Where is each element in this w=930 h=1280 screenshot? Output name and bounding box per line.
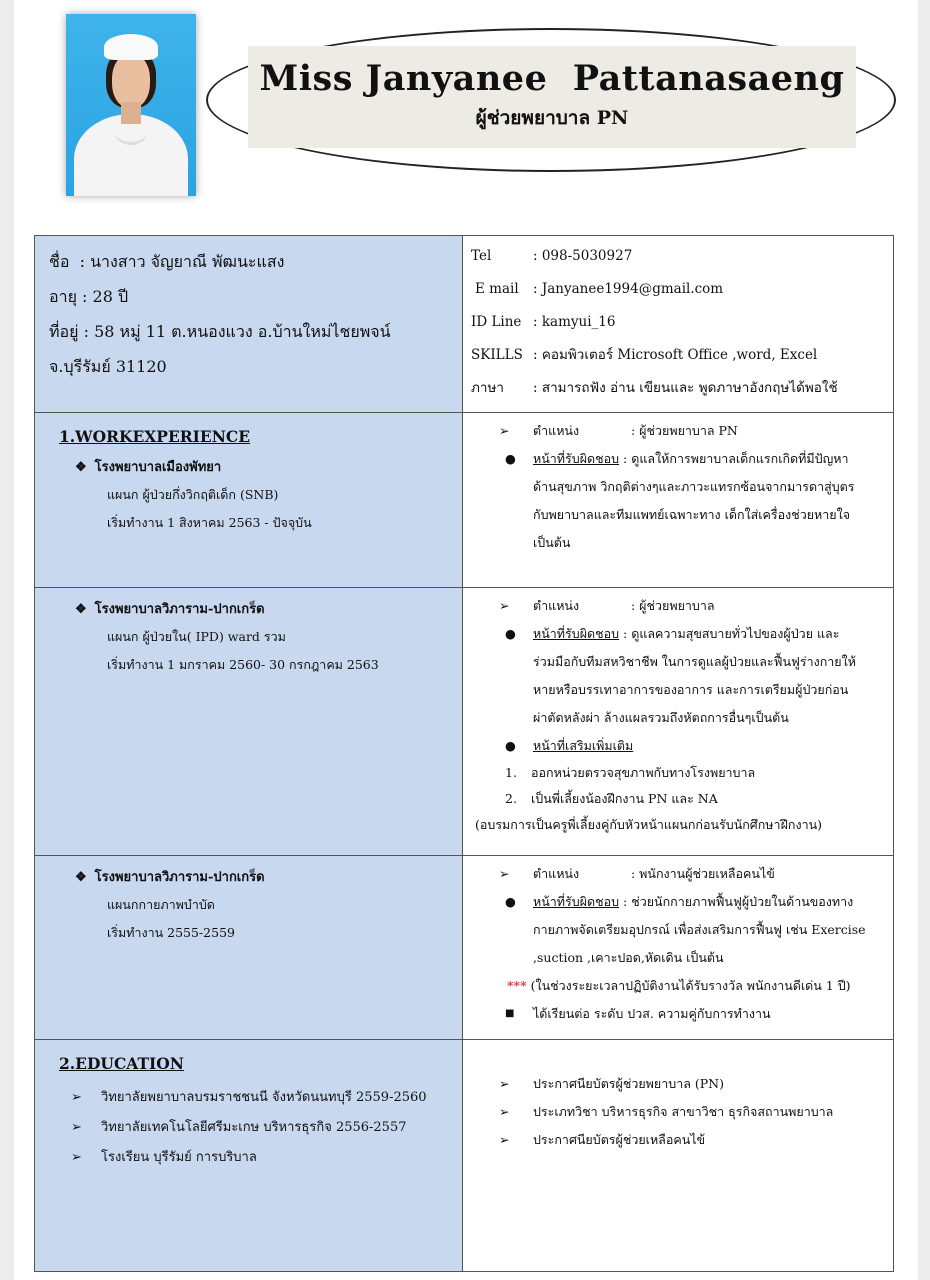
name-value: : นางสาว จัญยาณี พัฒนะแสง (79, 252, 285, 271)
email-value: : Janyanee1994@gmail.com (533, 281, 724, 297)
work-row-3 (34, 856, 894, 1040)
work-job-3-left (35, 856, 463, 1039)
tel-label: Tel (471, 248, 492, 264)
work-job-1-right (463, 413, 893, 587)
bullet-icon: ● (505, 738, 516, 753)
age-label: อายุ (49, 287, 77, 306)
skills-line (471, 339, 885, 372)
job-1-role: ➢ ตำแหน่ง : ผู้ช่วยพยาบาล PN (471, 417, 885, 445)
job-1-duty: ● หน้าที่รับผิดชอบ : ดูแลให้การพยาบาลเด็กแรกเกิดที่มีปัญหา (471, 445, 885, 473)
line-id-value: : kamyui_16 (533, 314, 616, 330)
job-3-award: *** (ในช่วงระยะเวลาปฏิบัติงานได้รับรางวัล พนักงานดีเด่น 1 ปี) (507, 978, 851, 993)
address-value: : 58 หมู่ 11 ต.หนองแวง อ.บ้านใหม่ไชยพจน์ (78, 322, 391, 341)
job-1-place: ❖ โรงพยาบาลเมืองพัทยา (75, 460, 222, 475)
star-marks: *** (507, 978, 527, 993)
job-2-duty: ● หน้าที่รับผิดชอบ : ดูแลความสุขสบายทั่วไปของผู้ป่วย และ (471, 620, 885, 648)
name-label: ชื่อ (49, 252, 70, 271)
arrow-icon: ➢ (499, 423, 510, 438)
language-label: ภาษา (471, 380, 504, 396)
arrow-icon: ➢ (499, 598, 510, 613)
job-2-role: ➢ ตำแหน่ง : ผู้ช่วยพยาบาล (471, 592, 885, 620)
resume-table (34, 235, 894, 1272)
job-2-period: เริ่มทำงาน 1 มกราคม 2560- 30 กรกฎาคม 2563 (107, 657, 379, 672)
bullet-icon: ● (505, 451, 516, 466)
job-3-place: ❖ โรงพยาบาลวิภาราม-ปากเกร็ด (75, 870, 265, 885)
language-value: : สามารถฟัง อ่าน เขียนและ พูดภาษาอังกฤษได้พอใช้ (533, 380, 838, 396)
job-3-duty-line: ,suction ,เคาะปอด,หัดเดิน เป็นต้น (533, 950, 724, 965)
job-3-role: ➢ ตำแหน่ง : พนักงานผู้ช่วยเหลือคนไข้ (471, 860, 885, 888)
education-item: ➢ วิทยาลัยเทคโนโลยีศรีมะเกษ บริหารธุรกิจ 2556-2557 (49, 1113, 462, 1143)
address-line-2: จ.บุรีรัมย์ 31120 (49, 357, 167, 376)
skills-value: : คอมพิวเตอร์ Microsoft Office ,word, Excel (533, 347, 818, 363)
job-3-duty-line: กายภาพจัดเตรียมอุปกรณ์ เพื่อส่งเสริมการฟื้นฟู เช่น Exercise (533, 922, 866, 937)
job-2-place: ❖ โรงพยาบาลวิภาราม-ปากเกร็ด (75, 602, 265, 617)
work-row-2 (34, 588, 894, 856)
job-3-period: เริ่มทำงาน 2555-2559 (107, 925, 235, 940)
job-3-dept: แผนกกายภาพบำบัด (107, 897, 215, 912)
education-item: ➢ โรงเรียน บุรีรัมย์ การบริบาล (49, 1143, 462, 1173)
job-2-extra: ● หน้าที่เสริมเพิ่มเติม (471, 732, 885, 760)
skills-label: SKILLS (471, 347, 523, 363)
name-line (49, 244, 462, 279)
email-label: E mail (475, 281, 519, 297)
diamond-icon: ❖ (75, 460, 87, 475)
work-job-2-right (463, 588, 893, 855)
job-2-extra-item: 1. ออกหน่วยตรวจสุขภาพกับทางโรงพยาบาล (505, 765, 756, 780)
diamond-icon: ❖ (75, 870, 87, 885)
tel-value: : 098-5030927 (533, 248, 633, 264)
personal-info-row (34, 235, 894, 413)
job-1-duty-line: ด้านสุขภาพ วิกฤติต่างๆและภาวะแทรกซ้อนจากมารดาสู่บุตร (533, 479, 855, 494)
work-row-1 (34, 413, 894, 588)
job-2-extra-item: 2. เป็นพี่เลี้ยงน้องฝึกงาน PN และ NA (505, 791, 718, 806)
profile-photo (66, 14, 196, 196)
job-2-duty-line: ร่วมมือกับทีมสหวิชาชีพ ในการดูแลผู้ป่วยและฟื้นฟูร่างกายให้ (533, 654, 856, 669)
candidate-name: Miss Janyanee Pattanasaeng (259, 58, 845, 99)
job-2-duty-line: หายหรือบรรเทาอาการของอาการ และการเตรียมผู้ป่วยก่อน (533, 682, 849, 697)
job-1-duty-line: กับพยาบาลและทีมแพทย์เฉพาะทาง เด็กใส่เครื่องช่วยหายใจ (533, 507, 851, 522)
job-3-duty: ● หน้าที่รับผิดชอบ : ช่วยนักกายภาพฟื้นฟูผู้ป่วยในด้านของทาง (471, 888, 885, 916)
header-title-box (248, 46, 856, 148)
contact-info (463, 236, 893, 412)
arrow-icon: ➢ (499, 1132, 510, 1147)
job-1-duty-line: เป็นต้น (533, 535, 571, 550)
job-2-extra-note: (อบรมการเป็นครูพี่เลี้ยงคู่กับหัวหน้าแผนกก่อนรับนักศึกษาฝึกงาน) (475, 817, 823, 832)
education-item: ➢ วิทยาลัยพยาบาลบรมราชชนนี จังหวัดนนทบุรี 2559-2560 (49, 1083, 462, 1113)
bullet-icon: ● (505, 626, 516, 641)
diamond-icon: ❖ (75, 602, 87, 617)
arrow-icon: ➢ (71, 1150, 82, 1165)
education-right (463, 1040, 893, 1271)
arrow-icon: ➢ (499, 1104, 510, 1119)
resume-page (14, 0, 918, 1280)
arrow-icon: ➢ (499, 866, 510, 881)
language-line (471, 372, 885, 405)
email-line (471, 273, 885, 306)
work-job-3-right (463, 856, 893, 1039)
personal-info (35, 236, 463, 412)
work-section-title: 1.WORKEXPERIENCE (59, 427, 251, 446)
education-left (35, 1040, 463, 1271)
job-1-period: เริ่มทำงาน 1 สิงหาคม 2563 - ปัจจุบัน (107, 515, 312, 530)
job-2-dept: แผนก ผู้ป่วยใน( IPD) ward รวม (107, 629, 286, 644)
job-3-further-study: ■ ได้เรียนต่อ ระดับ ปวส. ความคู่กับการทำงาน (471, 1000, 885, 1028)
certificate-item: ➢ ประเภทวิชา บริหารธุรกิจ สาขาวิชา ธุรกิจสถานพยาบาล (471, 1098, 885, 1126)
job-2-duty-line: ผ่าตัดหลังผ่า ล้างแผลรวมถึงหัตถการอื่นๆเป็นต้น (533, 710, 789, 725)
age-line (49, 279, 462, 314)
certificate-item: ➢ ประกาศนียบัตรผู้ช่วยพยาบาล (PN) (471, 1070, 885, 1098)
candidate-position: ผู้ช่วยพยาบาล PN (475, 107, 629, 129)
work-job-1-left (35, 413, 463, 587)
bullet-icon: ● (505, 894, 516, 909)
work-job-2-left (35, 588, 463, 855)
age-value: : 28 ปี (76, 287, 129, 306)
address-line (49, 314, 462, 349)
line-id-line (471, 306, 885, 339)
education-row (34, 1040, 894, 1272)
education-section-title: 2.EDUCATION (59, 1054, 184, 1073)
tel-line (471, 240, 885, 273)
square-bullet-icon: ■ (505, 1008, 515, 1019)
arrow-icon: ➢ (499, 1076, 510, 1091)
address-label: ที่อยู่ (49, 322, 79, 341)
job-1-dept: แผนก ผู้ป่วยกึ่งวิกฤติเด็ก (SNB) (107, 487, 279, 502)
line-id-label: ID Line (471, 314, 522, 330)
certificate-item: ➢ ประกาศนียบัตรผู้ช่วยเหลือคนไข้ (471, 1126, 885, 1154)
arrow-icon: ➢ (71, 1120, 82, 1135)
arrow-icon: ➢ (71, 1090, 82, 1105)
